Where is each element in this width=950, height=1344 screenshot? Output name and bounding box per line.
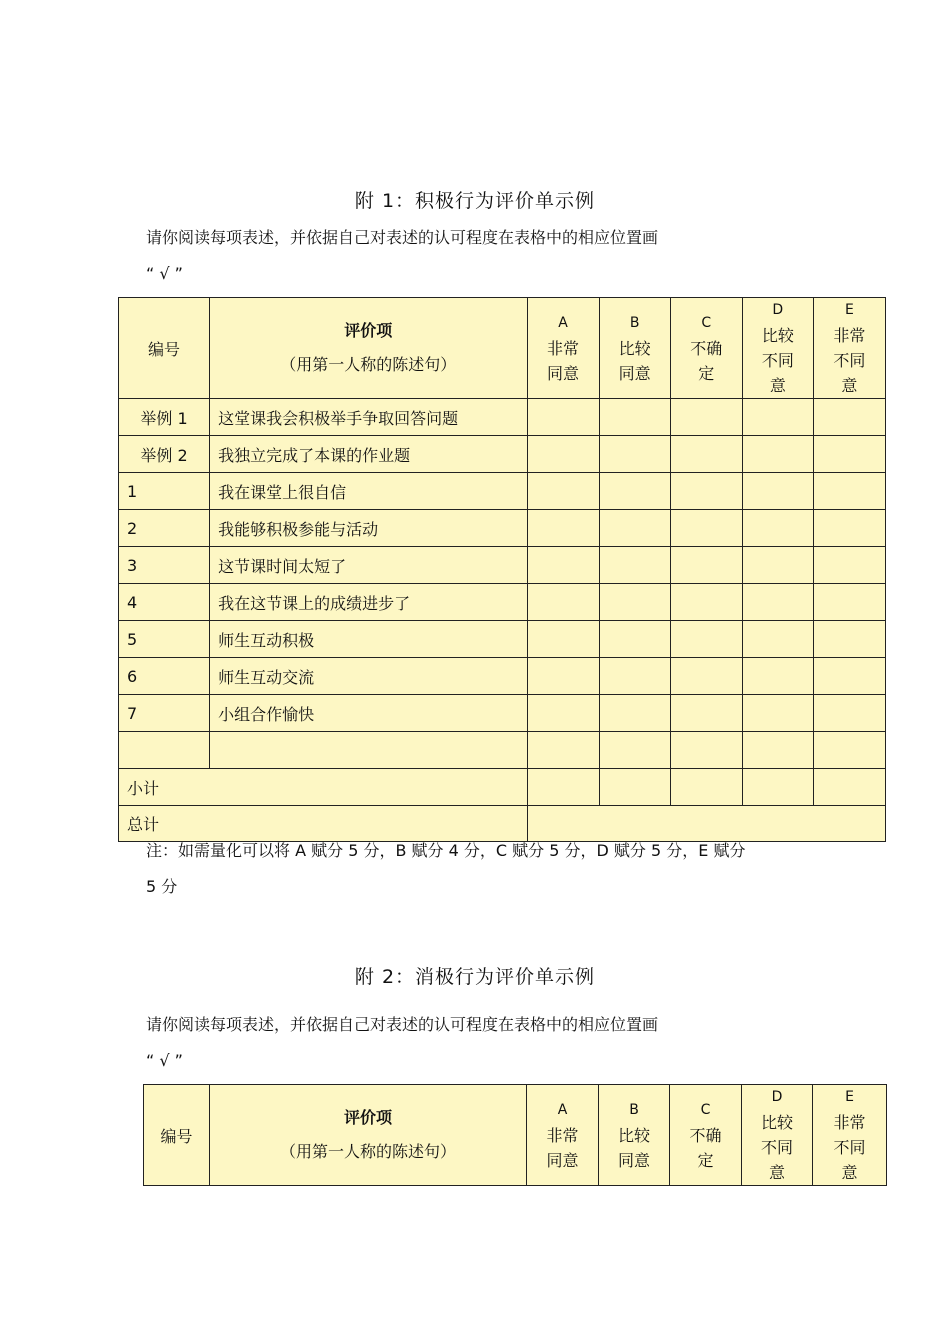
header-item-sub: （用第一人称的陈述句） <box>280 355 457 374</box>
rating-cell-a[interactable] <box>527 621 599 658</box>
option-line: 不同 <box>760 1138 793 1157</box>
section2-title: 附 2：消极行为评价单示例 <box>354 966 596 988</box>
subtotal-cell-b[interactable] <box>599 769 670 806</box>
table-row-empty <box>119 732 886 769</box>
subtotal-label: 小计 <box>119 769 528 806</box>
table-row <box>119 436 886 473</box>
rating-cell-d[interactable] <box>742 695 813 732</box>
header-option-c <box>670 1085 742 1186</box>
header-option-a <box>527 298 599 399</box>
rating-cell-d[interactable] <box>742 399 813 436</box>
option-line: 不同 <box>833 1138 866 1157</box>
row-num: 4 <box>119 584 210 621</box>
header-item <box>210 298 527 399</box>
rating-cell-c[interactable] <box>670 547 742 584</box>
rating-cell-b[interactable] <box>599 399 670 436</box>
option-line: 不同 <box>833 351 866 370</box>
rating-cell-a[interactable] <box>527 658 599 695</box>
section1-instruction-line1: 请你阅读每项表述，并依据自己对表述的认可程度在表格中的相应位置画 <box>146 228 659 247</box>
table-row <box>119 584 886 621</box>
rating-cell-e[interactable] <box>813 584 885 621</box>
rating-cell-d[interactable] <box>742 621 813 658</box>
rating-cell-c[interactable] <box>670 695 742 732</box>
header-option-d <box>742 298 813 399</box>
option-line: 意 <box>841 1163 858 1182</box>
rating-cell-b[interactable] <box>599 547 670 584</box>
rating-cell-c[interactable] <box>670 658 742 695</box>
row-statement: 这节课时间太短了 <box>210 547 527 584</box>
option-letter: E <box>845 1089 854 1105</box>
rating-cell-d[interactable] <box>742 547 813 584</box>
row-num: 2 <box>119 510 210 547</box>
rating-cell-e[interactable] <box>813 473 885 510</box>
option-line: 意 <box>769 376 786 395</box>
table-row <box>119 510 886 547</box>
header-item <box>210 1085 527 1186</box>
header-item-main: 评价项 <box>344 321 393 340</box>
header-option-a <box>527 1085 599 1186</box>
row-num: 1 <box>119 473 210 510</box>
row-statement: 我能够积极参能与活动 <box>210 510 527 547</box>
rating-cell-d[interactable] <box>742 584 813 621</box>
note-line1: 注：如需量化可以将 A 赋分 5 分，B 赋分 4 分，C 赋分 5 分，D 赋分 5 分，E 赋分 <box>146 841 746 860</box>
rating-cell-e[interactable] <box>813 510 885 547</box>
rating-cell-c[interactable] <box>670 510 742 547</box>
section1-instruction-line2: “ √ ” <box>146 264 183 283</box>
option-line: 非常 <box>547 338 580 358</box>
table-row <box>119 473 886 510</box>
option-line: 同意 <box>547 363 580 383</box>
header-item-sub: （用第一人称的陈述句） <box>279 1142 456 1161</box>
row-statement: 师生互动积极 <box>210 621 527 658</box>
option-line: 非常 <box>833 326 866 345</box>
header-num: 编号 <box>119 298 210 399</box>
row-statement: 这堂课我会积极举手争取回答问题 <box>210 399 527 436</box>
table-row <box>119 621 886 658</box>
rating-cell-a[interactable] <box>527 399 599 436</box>
subtotal-row <box>119 769 886 806</box>
rating-cell-c[interactable] <box>670 732 742 769</box>
header-option-b <box>599 1085 670 1186</box>
subtotal-cell-d[interactable] <box>742 769 813 806</box>
header-option-d <box>742 1085 813 1186</box>
option-line: 定 <box>698 363 715 383</box>
rating-cell-e[interactable] <box>813 621 885 658</box>
rating-cell-e[interactable] <box>813 436 885 473</box>
row-num: 6 <box>119 658 210 695</box>
header-num: 编号 <box>144 1085 210 1186</box>
rating-cell-c[interactable] <box>670 399 742 436</box>
negative-evaluation-table <box>143 1084 887 1186</box>
subtotal-cell-a[interactable] <box>527 769 599 806</box>
option-line: 不同 <box>761 351 794 370</box>
option-letter: C <box>700 1101 711 1118</box>
rating-cell-a[interactable] <box>527 473 599 510</box>
rating-cell-b[interactable] <box>599 510 670 547</box>
header-option-e <box>813 298 885 399</box>
table-row <box>119 547 886 584</box>
rating-cell-b[interactable] <box>599 621 670 658</box>
section2-instruction-line1: 请你阅读每项表述，并依据自己对表述的认可程度在表格中的相应位置画 <box>146 1015 659 1034</box>
rating-cell-e[interactable] <box>813 658 885 695</box>
option-line: 比较 <box>760 1113 793 1132</box>
header-item-main: 评价项 <box>343 1108 392 1127</box>
option-letter: C <box>701 314 712 331</box>
rating-cell-c[interactable] <box>670 436 742 473</box>
table-header-row <box>119 298 886 399</box>
rating-cell-b[interactable] <box>599 473 670 510</box>
rating-cell-b[interactable] <box>599 695 670 732</box>
row-num: 举例 1 <box>119 399 210 436</box>
section2-instruction-line2: “ √ ” <box>146 1051 183 1070</box>
option-line: 不确 <box>689 1125 722 1145</box>
rating-cell-d[interactable] <box>742 732 813 769</box>
row-num: 3 <box>119 547 210 584</box>
header-option-b <box>599 298 670 399</box>
rating-cell-b[interactable] <box>599 584 670 621</box>
rating-cell-b[interactable] <box>599 436 670 473</box>
option-line: 同意 <box>617 1150 650 1170</box>
subtotal-cell-c[interactable] <box>670 769 742 806</box>
row-statement: 我独立完成了本课的作业题 <box>210 436 527 473</box>
row-statement: 小组合作愉快 <box>210 695 527 732</box>
rating-cell-d[interactable] <box>742 510 813 547</box>
header-option-e <box>813 1085 887 1186</box>
option-letter: A <box>558 314 568 331</box>
rating-cell-c[interactable] <box>670 584 742 621</box>
option-letter: B <box>629 1101 639 1118</box>
option-line: 比较 <box>617 1125 650 1145</box>
section1-note <box>146 833 846 905</box>
option-letter: A <box>557 1101 568 1118</box>
option-letter: E <box>845 302 854 318</box>
section1-instruction <box>146 220 826 292</box>
option-line: 非常 <box>833 1113 866 1132</box>
row-num <box>119 732 210 769</box>
rating-cell-a[interactable] <box>527 547 599 584</box>
rating-cell-e[interactable] <box>813 732 885 769</box>
rating-cell-b[interactable] <box>599 658 670 695</box>
row-num: 举例 2 <box>119 436 210 473</box>
row-num: 7 <box>119 695 210 732</box>
table-row <box>119 658 886 695</box>
rating-cell-a[interactable] <box>527 584 599 621</box>
rating-cell-b[interactable] <box>599 732 670 769</box>
option-line: 比较 <box>618 338 651 358</box>
total-label: 总计 <box>119 806 528 842</box>
row-num: 5 <box>119 621 210 658</box>
note-line2: 5 分 <box>146 877 178 896</box>
table-row <box>119 399 886 436</box>
option-letter: D <box>771 1089 783 1105</box>
rating-cell-e[interactable] <box>813 399 885 436</box>
option-line: 非常 <box>546 1125 579 1145</box>
section2-instruction <box>146 1007 826 1079</box>
row-statement <box>210 732 527 769</box>
rating-cell-a[interactable] <box>527 732 599 769</box>
rating-cell-d[interactable] <box>742 658 813 695</box>
section1-title: 附 1：积极行为评价单示例 <box>354 190 596 212</box>
option-line: 比较 <box>761 326 794 345</box>
positive-evaluation-table <box>118 297 886 842</box>
rating-cell-e[interactable] <box>813 695 885 732</box>
option-line: 意 <box>768 1163 785 1182</box>
row-statement: 我在这节课上的成绩进步了 <box>210 584 527 621</box>
rating-cell-c[interactable] <box>670 473 742 510</box>
option-line: 定 <box>697 1150 714 1170</box>
option-line: 意 <box>841 376 858 395</box>
subtotal-cell-e[interactable] <box>813 769 885 806</box>
rating-cell-c[interactable] <box>670 621 742 658</box>
option-line: 同意 <box>618 363 651 383</box>
option-line: 不确 <box>690 338 723 358</box>
rating-cell-a[interactable] <box>527 695 599 732</box>
header-option-c <box>670 298 742 399</box>
table-header-row <box>144 1085 887 1186</box>
rating-cell-e[interactable] <box>813 547 885 584</box>
row-statement: 我在课堂上很自信 <box>210 473 527 510</box>
rating-cell-a[interactable] <box>527 436 599 473</box>
rating-cell-d[interactable] <box>742 436 813 473</box>
rating-cell-d[interactable] <box>742 473 813 510</box>
rating-cell-a[interactable] <box>527 510 599 547</box>
option-letter: B <box>629 314 640 331</box>
row-statement: 师生互动交流 <box>210 658 527 695</box>
table-row <box>119 695 886 732</box>
option-letter: D <box>772 302 784 318</box>
option-line: 同意 <box>546 1150 579 1170</box>
